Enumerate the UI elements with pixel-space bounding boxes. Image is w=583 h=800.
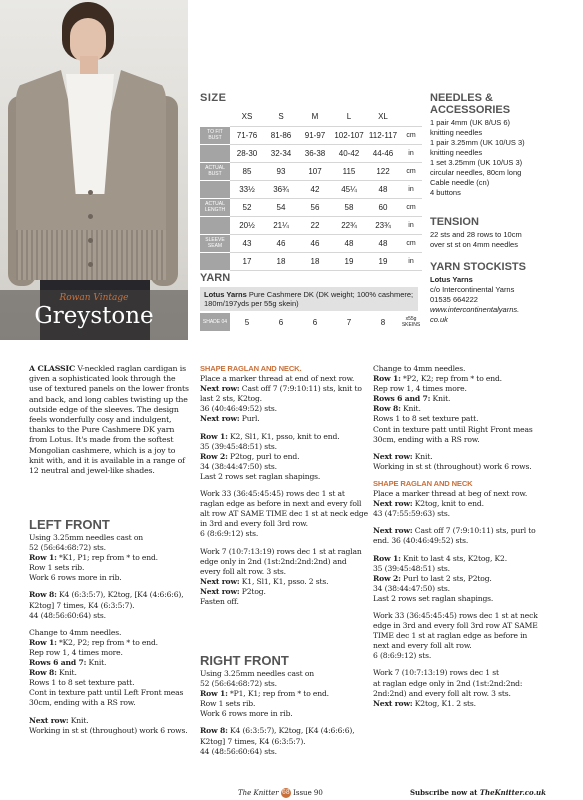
cell: 54 [264, 198, 298, 216]
line: 43 (47:55:59:63) sts. [373, 509, 450, 519]
size-m: M [298, 108, 332, 126]
issue-number: Issue 90 [293, 789, 323, 797]
line: edge in 3rd and every foll 3rd row AT SAME [373, 621, 538, 631]
unit: in [400, 180, 422, 198]
text: Knit. [400, 404, 421, 414]
column-3 [373, 364, 551, 709]
line: TIME dec 1 st at raglan edge as before in [373, 631, 528, 641]
text: Knit to last 4 sts, K2tog, K2. [400, 553, 507, 563]
text: K1, Sl1, K1, psso. 2 sts. [239, 576, 329, 586]
line: Cont in texture patt until Left Front meas [29, 688, 184, 698]
term: Row 8: [373, 404, 401, 414]
cell: 42 [298, 180, 332, 198]
line: Using 3.25mm needles cast on [200, 669, 314, 678]
line: 44 (48:56:60:64) sts. [29, 610, 106, 620]
unit: in [400, 252, 422, 270]
needles-line: knitting needles [430, 148, 483, 157]
yarn-heading: YARN [200, 272, 231, 284]
term: Next row: [373, 526, 413, 536]
shade-l: 7 [346, 317, 352, 327]
cell: 56 [298, 198, 332, 216]
line: Place a marker thread at end of next row. [200, 374, 355, 384]
line [200, 414, 368, 424]
cell: 115 [332, 162, 366, 180]
term: Next row: [373, 499, 413, 509]
needles-line: 1 pair 3.25mm (UK 10/US 3) [430, 138, 525, 147]
term: Row 1: [373, 374, 401, 384]
needles-line: 4 buttons [430, 188, 461, 197]
term: Next row: [200, 384, 240, 394]
stockists-text [430, 275, 519, 325]
needles-line: 1 pair 4mm (UK 8/US 6) [430, 118, 511, 127]
line [200, 432, 368, 442]
cell: 48 [332, 234, 366, 252]
cell: 46 [264, 234, 298, 252]
line: Row 1 sets rib. [29, 563, 85, 573]
size-l: L [332, 108, 366, 126]
row-label [200, 216, 230, 234]
line [200, 384, 368, 394]
unit: cm [400, 198, 422, 216]
cell: 122 [366, 162, 400, 180]
line: Working in st st (throughout) work 6 rows. [29, 725, 188, 735]
line: 6 (8:6:9:12) sts. [200, 529, 259, 539]
text: K2tog, K1. 2 sts. [412, 698, 476, 708]
intro-lead: A CLASSIC [29, 364, 76, 373]
right-front-text [200, 669, 368, 757]
magazine-name: The Knitter [238, 789, 279, 797]
text: Purl to last 2 sts, P2tog. [400, 573, 492, 583]
size-xs: XS [230, 108, 264, 126]
cell: 40-42 [332, 144, 366, 162]
term: Row 8: [200, 726, 228, 736]
cell: 107 [298, 162, 332, 180]
text: K2tog, knit to end. [412, 499, 484, 509]
tension-text [430, 230, 522, 250]
cell: 102-107 [332, 126, 366, 144]
cell: 22¾ [332, 216, 366, 234]
line: Fasten off. [200, 596, 239, 606]
cell: 46 [298, 234, 332, 252]
row-label: ACTUAL BUST [200, 162, 230, 180]
line [373, 404, 551, 414]
line: Work 33 (36:45:45:45) rows dec 1 st at [200, 489, 345, 499]
line: alt row AT SAME TIME dec 1 st at neck edge [200, 509, 368, 519]
text: *P1, K1; rep from * to end. [227, 689, 329, 699]
unit: in [400, 144, 422, 162]
line: K2tog] 7 times, K4 (6:3:5:7). [29, 600, 135, 610]
yarn-description [200, 287, 418, 311]
line: Rows 1 to 8 set texture patt. [29, 678, 135, 688]
line: Place a marker thread at beg of next row. [373, 489, 528, 499]
line [373, 526, 551, 536]
cell: 20½ [230, 216, 264, 234]
line [200, 726, 368, 736]
line [29, 590, 194, 600]
unit: cm [400, 126, 422, 144]
right-front-heading: RIGHT FRONT [200, 653, 289, 668]
cell: 58 [332, 198, 366, 216]
line: Rows 1 to 8 set texture patt. [373, 414, 479, 424]
cell: 60 [366, 198, 400, 216]
stockist-phone: 01535 664222 [430, 295, 478, 304]
line: 52 (56:64:68:72) sts. [29, 543, 106, 553]
term: Rows 6 and 7: [373, 394, 431, 404]
pattern-title: Greystone [34, 303, 154, 329]
page-number: 68 [282, 789, 290, 796]
text: P2tog. [239, 586, 266, 596]
line: 36 (40:46:49:52) sts. [200, 404, 277, 414]
line [373, 452, 551, 462]
line [29, 716, 194, 726]
cell: 52 [230, 198, 264, 216]
term: Rows 6 and 7: [29, 658, 87, 668]
cell: 45¼ [332, 180, 366, 198]
line [373, 394, 551, 404]
line [29, 658, 194, 668]
line: 44 (48:56:60:64) sts. [200, 746, 277, 756]
term: Next row: [200, 576, 240, 586]
line [200, 689, 368, 699]
line: Work 6 rows more in rib. [200, 709, 293, 719]
unit: cm [400, 234, 422, 252]
line [29, 638, 194, 648]
row-label [200, 252, 230, 270]
line: Using 3.25mm needles cast on [29, 533, 143, 542]
term: Row 1: [200, 689, 228, 699]
line: 2nd:2nd) and every foll alt row. 3 sts. [373, 688, 511, 698]
cell: 19 [366, 252, 400, 270]
cell: 112-117 [366, 126, 400, 144]
line: edge only in 2nd (1st:2nd:2nd:2nd) and [200, 556, 347, 566]
line [373, 499, 551, 509]
size-table [200, 108, 422, 271]
term: Next row: [200, 586, 240, 596]
line: Work 7 (10:7:13:19) rows dec 1 st [373, 668, 499, 678]
term: Next row: [29, 715, 69, 725]
line: Last 2 rows set raglan shapings. [200, 471, 321, 481]
cell: 71-76 [230, 126, 264, 144]
left-front-text [29, 533, 194, 736]
row-label: SLEEVE SEAM [200, 234, 230, 252]
shape-raglan-heading-2: SHAPE RAGLAN AND NECK [373, 478, 473, 488]
needles-line: 1 set 3.25mm (UK 10/US 3) [430, 158, 523, 167]
term: Row 2: [373, 573, 401, 583]
line: 30cm, ending with a RS row. [373, 434, 480, 444]
cell: 91-97 [298, 126, 332, 144]
cell: 43 [230, 234, 264, 252]
cell: 36-38 [298, 144, 332, 162]
line: end. 36 (40:46:49:52) sts. [373, 536, 469, 546]
needles-list [430, 118, 525, 198]
line [373, 374, 551, 384]
needles-heading: NEEDLES & ACCESSORIES [430, 92, 511, 116]
line: at raglan edge only in 2nd (1st:2nd:2nd: [373, 678, 523, 688]
line: Work 33 (36:45:45:45) rows dec 1 st at neck [373, 610, 538, 620]
text: K2, Sl1, K1, psso, knit to end. [227, 431, 340, 441]
text: Cast off 7 (7:9:10:11) sts, purl to [412, 526, 536, 536]
row-label: ACTUAL LENGTH [200, 198, 230, 216]
shade-unit: x55g SKEINS [401, 316, 421, 328]
line: raglan edge as before in next and every foll [200, 499, 362, 509]
line: Cont in texture patt until Right Front meas [373, 424, 533, 434]
text: K4 (6:3:5:7), K2tog, [K4 (4:6:6:6), [227, 726, 355, 736]
line: Last 2 rows set raglan shapings. [373, 593, 494, 603]
stockists-heading: YARN STOCKISTS [430, 261, 526, 273]
footer-left [238, 788, 323, 798]
text: *K2, P2; rep from * to end. [56, 637, 158, 647]
line: 35 (39:45:48:51) sts. [200, 441, 277, 451]
yarn-brand: Lotus Yarns [204, 290, 247, 299]
cell: 48 [366, 180, 400, 198]
line: Change to 4mm needles. [373, 364, 466, 373]
needles-line: knitting needles [430, 128, 483, 137]
subscribe-link[interactable]: TheKnitter.co.uk [479, 788, 546, 797]
cell: 81-86 [264, 126, 298, 144]
pattern-kicker: Rowan Vintage [59, 293, 129, 303]
term: Next row: [200, 414, 240, 424]
line: Rep row 1, 4 times more. [29, 647, 123, 657]
intro-text [29, 364, 189, 476]
term: Row 1: [200, 431, 228, 441]
line: next and every foll alt row. [373, 641, 472, 651]
line: 35 (39:45:48:51) sts. [373, 563, 450, 573]
cell: 32-34 [264, 144, 298, 162]
line [200, 587, 368, 597]
tension-line: 22 sts and 28 rows to 10cm [430, 230, 522, 239]
line: Working in st st (throughout) work 6 rows. [373, 461, 532, 471]
line: every foll alt row. 3 sts. [200, 566, 286, 576]
stockist-url[interactable]: www.intercontinentalyarns. [430, 305, 520, 314]
line: Row 1 sets rib. [200, 699, 256, 709]
text: Purl. [239, 414, 260, 424]
line: Change to 4mm needles. [29, 627, 122, 637]
size-heading: SIZE [200, 92, 227, 104]
shade-xl: 8 [380, 317, 386, 327]
term: Row 2: [200, 451, 228, 461]
line: last 2 sts, K2tog. [200, 394, 262, 404]
line [373, 554, 551, 564]
cell: 28-30 [230, 144, 264, 162]
cell: 48 [366, 234, 400, 252]
text: P2tog, purl to end. [227, 451, 300, 461]
unit: cm [400, 162, 422, 180]
line [200, 452, 368, 462]
term: Row 1: [29, 637, 57, 647]
text: *K1, P1; rep from * to end. [56, 553, 158, 563]
column-2 [200, 364, 368, 607]
intro-body: V-neckled raglan cardigan is given a sophisticated look through the use of textured panels on the lower fronts and back, and long cables twisting up the outside edge of the sleeves. The design feels wonderfully cosy and indulgent, thanks to the Pure Cashmere DK yarn from Lotus. It's made from the softest Mongolian cashmere, which is a joy to knit with, and it is available in a range of 12 neutral and jewel-like shades. [29, 364, 189, 476]
text: Knit. [412, 451, 433, 461]
cell: 85 [230, 162, 264, 180]
tension-heading: TENSION [430, 216, 479, 228]
cell: 44-46 [366, 144, 400, 162]
line [373, 574, 551, 584]
line: Work 6 rows more in rib. [29, 573, 122, 583]
cell: 33½ [230, 180, 264, 198]
cell: 23¾ [366, 216, 400, 234]
term: Row 1: [29, 553, 57, 563]
text: Knit. [68, 715, 89, 725]
unit: in [400, 216, 422, 234]
stockist-line: c/o Intercontinental Yarns [430, 285, 515, 294]
cell: 36¾ [264, 180, 298, 198]
shade-label: SHADE 04 [200, 313, 230, 331]
row-label: TO FIT BUST [200, 126, 230, 144]
yarn-desc: Pure Cashmere DK (DK weight; 100% cashmere; 180m/197yds per 55g skein) [204, 290, 414, 308]
cell: 22 [298, 216, 332, 234]
line: 52 (56:64:68:72) sts. [200, 679, 277, 689]
row-label [200, 144, 230, 162]
term: Row 8: [29, 668, 57, 678]
text: Knit. [86, 658, 107, 668]
term: Row 8: [29, 590, 57, 600]
cell: 21¼ [264, 216, 298, 234]
line: in 3rd and every foll 3rd row. [200, 519, 308, 529]
shade-row [200, 313, 422, 331]
term: Next row: [373, 698, 413, 708]
line: 6 (8:6:9:12) sts. [373, 651, 432, 661]
text: Cast off 7 (7:9:10:11) sts, knit to [239, 384, 362, 394]
row-label [200, 180, 230, 198]
cell: 17 [230, 252, 264, 270]
line [200, 577, 368, 587]
cell: 18 [264, 252, 298, 270]
term: Next row: [373, 451, 413, 461]
line: 30cm, ending with a RS row. [29, 698, 136, 708]
cell: 93 [264, 162, 298, 180]
text: Knit. [56, 668, 77, 678]
shape-raglan-heading: SHAPE RAGLAN AND NECK. [200, 364, 302, 373]
size-xl: XL [366, 108, 400, 126]
stockist-url-cont[interactable]: co.uk [430, 315, 448, 324]
line: Work 7 (10:7:13:19) rows dec 1 st at raglan [200, 546, 362, 556]
shade-m: 6 [312, 317, 318, 327]
term: Row 1: [373, 553, 401, 563]
shade-xs: 5 [244, 317, 250, 327]
line [29, 553, 194, 563]
stockist-name: Lotus Yarns [430, 275, 473, 284]
line: Rep row 1, 4 times more. [373, 384, 467, 394]
line: 34 (38:44:47:50) sts. [200, 461, 277, 471]
needles-line: circular needles, 80cm long [430, 168, 522, 177]
size-s: S [264, 108, 298, 126]
tension-line: over st st on 4mm needles [430, 240, 518, 249]
cardigan-photo [0, 0, 188, 340]
cell: 18 [298, 252, 332, 270]
line [373, 699, 551, 709]
line: K2tog] 7 times, K4 (6:3:5:7). [200, 736, 306, 746]
text: K4 (6:3:5:7), K2tog, [K4 (4:6:6:6), [56, 590, 184, 600]
text: Knit. [430, 394, 451, 404]
line: 34 (38:44:47:50) sts. [373, 583, 450, 593]
line [29, 668, 194, 678]
text: *P2, K2; rep from * to end. [400, 374, 502, 384]
subscribe-text: Subscribe now at [410, 788, 480, 797]
left-front-heading: LEFT FRONT [29, 517, 110, 532]
footer-subscribe [410, 788, 546, 797]
cell: 19 [332, 252, 366, 270]
shade-s: 6 [278, 317, 284, 327]
needles-line: Cable needle (cn) [430, 178, 490, 187]
